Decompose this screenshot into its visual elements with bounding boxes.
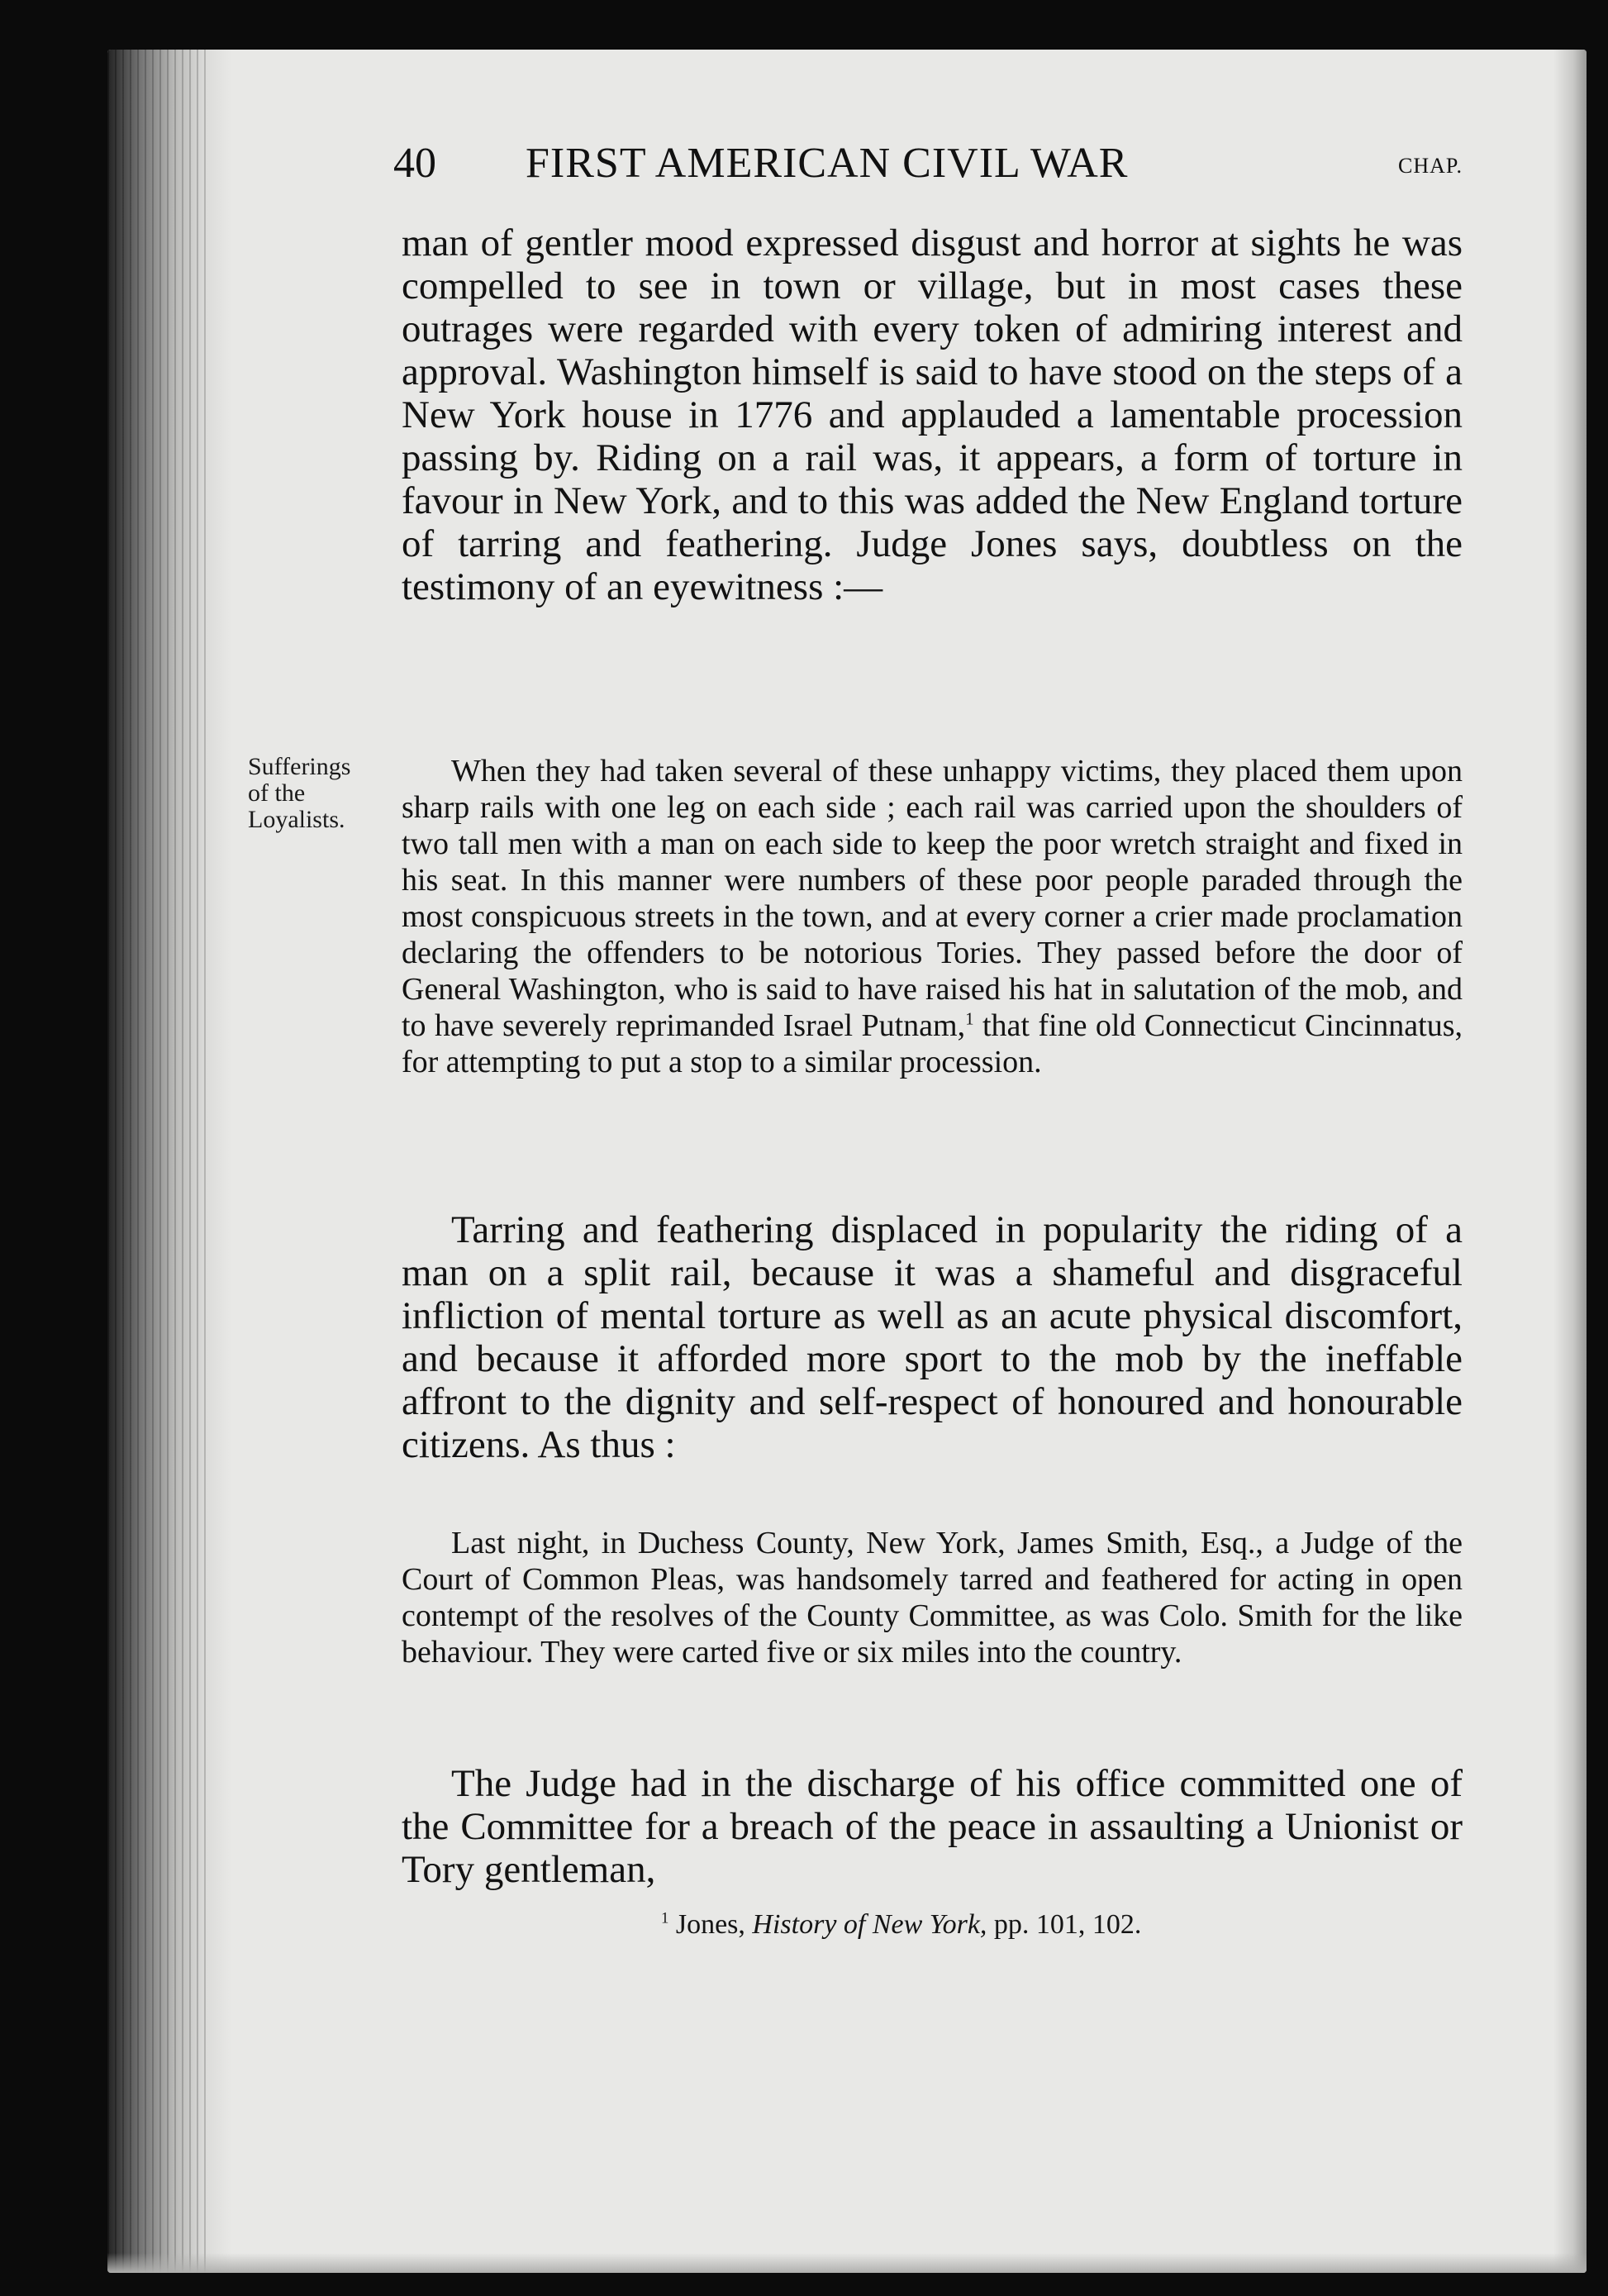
footnote bbox=[661, 1909, 1141, 1941]
body-paragraph: Tarring and feathering displaced in popularity the riding of a man on a split rail, because it was a shameful and disgraceful infliction of mental torture as well as an acute physical discomfort, and because it afforded more sport to the mob by the ineffable affront to the dignity and self-respect of honoured and honourable citizens. As thus : bbox=[402, 1208, 1463, 1466]
footnote-mark: 1 bbox=[661, 1909, 669, 1927]
body-paragraph: The Judge had in the discharge of his office committed one of the Committee for a breach of the peace in assaulting a Unionist or Tory gentleman, bbox=[402, 1762, 1463, 1891]
footnote-author: Jones, bbox=[675, 1909, 745, 1940]
block-quote bbox=[402, 753, 1463, 1080]
footnote-reference: 1 bbox=[965, 1008, 974, 1029]
block-quote: Last night, in Duchess County, New York, James Smith, Esq., a Judge of the Court of Common Pleas, was handsomely tarred and feathered for acting in open contempt of the resolves of the County Committee, as was Colo. Smith for the like behaviour. They were carted five or six miles into the country. bbox=[402, 1526, 1463, 1670]
page-number: 40 bbox=[393, 140, 436, 187]
footnote-pages: pp. 101, 102. bbox=[993, 1909, 1142, 1940]
chapter-abbrev: CHAP. bbox=[1398, 154, 1463, 178]
quote-text: When they had taken several of these unhappy victims, they placed them upon sharp rails with one leg on each side ; each rail was carried upon the shoulders of two tall men with a man on each side to keep the poor wretch straight and fixed in his seat. In this manner were numbers of these poor people paraded through the most conspicuous streets in the town, and at every corner a crier made proclamation declaring the offenders to be notorious Tories. They passed before the door of General Washington, who is said to have raised his hat in salutation of the mob, and to have severely reprimanded Israel Putnam, bbox=[402, 754, 1463, 1043]
running-title: FIRST AMERICAN CIVIL WAR bbox=[526, 140, 1129, 187]
page-bottom-shadow bbox=[107, 2253, 1587, 2273]
quote-text: that fine old Connecticut Cincinnatus, for attempting to put a stop to a similar procession. bbox=[402, 1008, 1463, 1079]
margin-note-line: Loyalists. bbox=[248, 806, 345, 833]
margin-note-line: of the bbox=[248, 779, 306, 807]
page-edge-shadow bbox=[1553, 50, 1587, 2273]
margin-note-line: Sufferings bbox=[248, 753, 351, 780]
book-spine-texture bbox=[107, 50, 207, 2273]
page-header bbox=[393, 139, 1463, 197]
body-paragraph: man of gentler mood expressed disgust and horror at sights he was compelled to see in town or village, but in most cases these outrages were regarded with every token of admiring interest and approval. Washington himself is said to have stood on the steps of a New York house in 1776 and applauded a lamentable procession passing by. Riding on a rail was, it appears, a form of torture in favour in New York, and to this was added the New England torture of tarring and feathering. Judge Jones says, doubtless on the testimony of an eyewitness :— bbox=[402, 222, 1463, 608]
footnote-title: History of New York, bbox=[752, 1909, 987, 1940]
margin-note bbox=[248, 754, 388, 833]
